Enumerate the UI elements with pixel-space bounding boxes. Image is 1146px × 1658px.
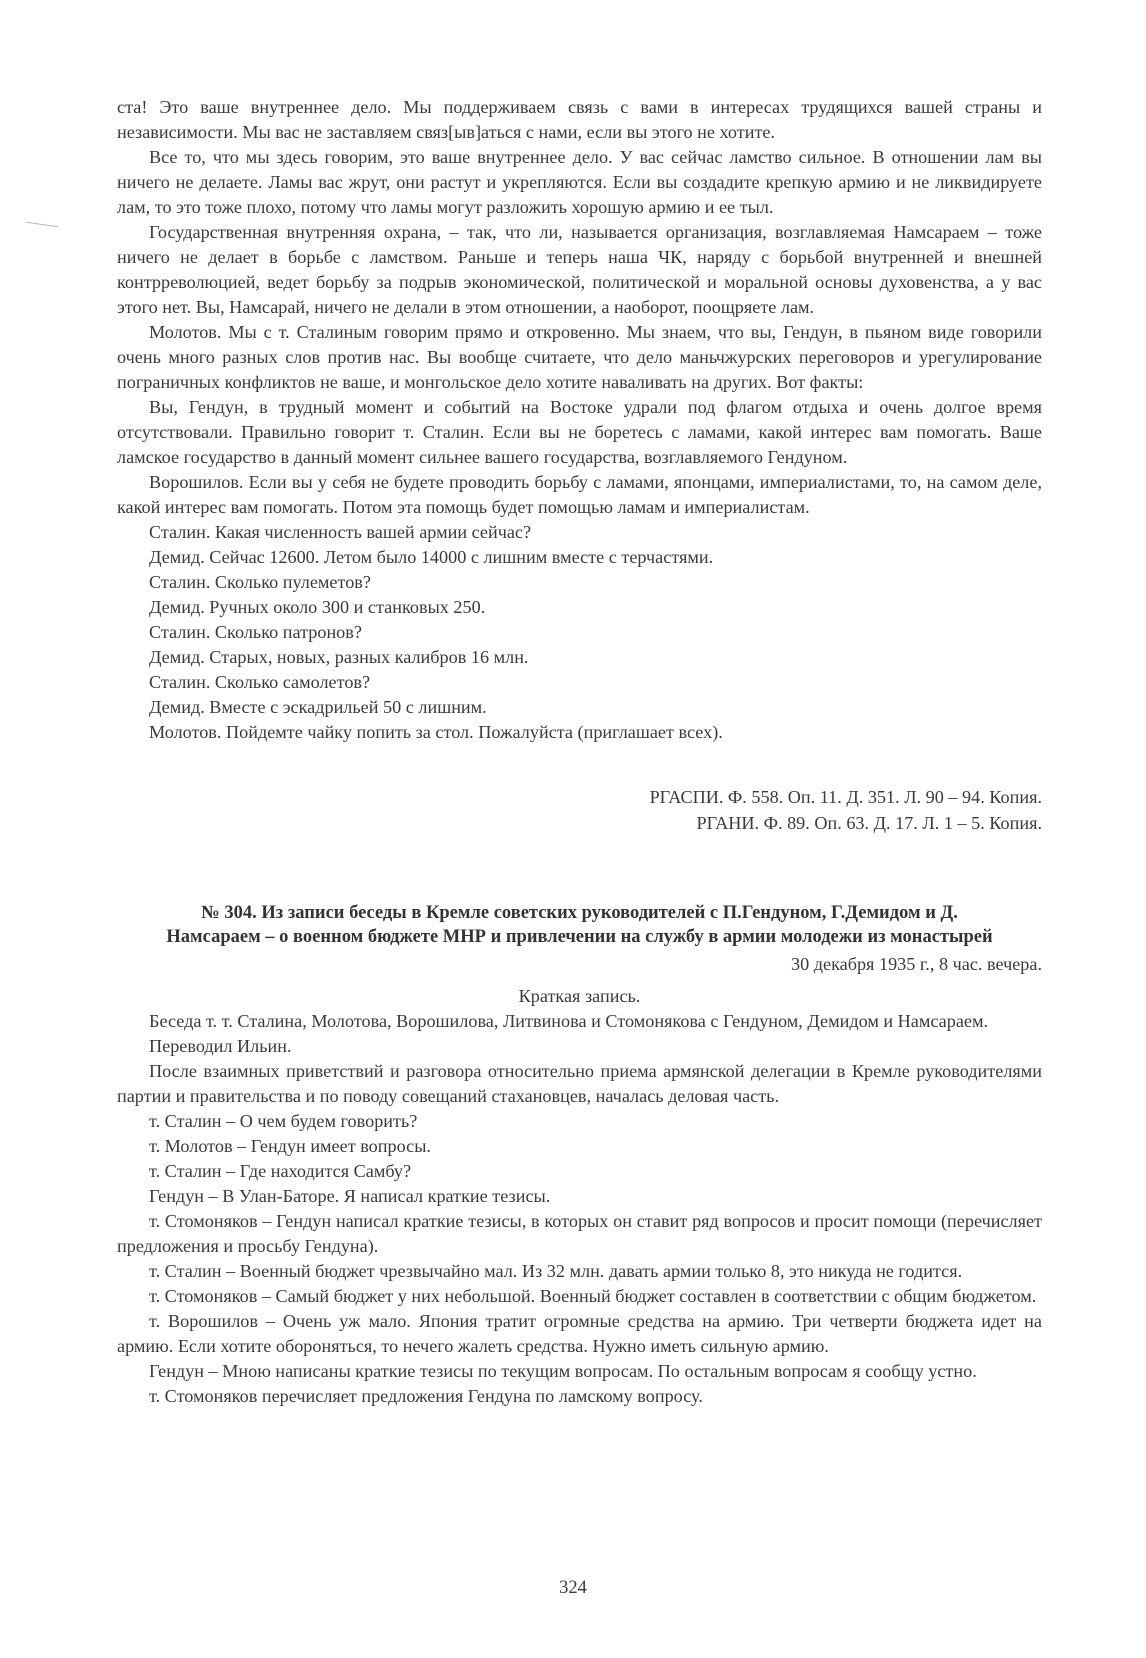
dialogue-line: т. Стомоняков – Самый бюджет у них небольшой. Военный бюджет составлен в соответствии с общим бюджетом. xyxy=(149,1286,1037,1306)
paragraph: Вы, Гендун, в трудный момент и событий на Востоке удрали под флагом отдыха и очень долгое время отсутствовали. Правильно говорит т. Сталин. Если вы не боретесь с ламами, какой интерес вам помогать. Ваше ламское государство в данный момент сильнее вашего государства, возглавляемого Гендуном. xyxy=(117,397,1042,467)
paragraph: ста! Это ваше внутреннее дело. Мы поддерживаем связь с вами в интересах трудящихся вашей страны и независимости. Мы вас не заставляем связ[ыв]аться с нами, если вы этого не хотите. xyxy=(117,97,1042,142)
dialogue-line: Сталин. Сколько патронов? xyxy=(149,622,362,642)
dialogue-line: Сталин. Какая численность вашей армии сейчас? xyxy=(149,522,532,542)
dialogue-line: Гендун – В Улан-Баторе. Я написал краткие тезисы. xyxy=(149,1186,551,1206)
dialogue-line: Сталин. Сколько пулеметов? xyxy=(149,572,371,592)
dialogue-line: т. Ворошилов – Очень уж мало. Япония тратит огромные средства на армию. Три четверти бюджета идет на армию. Если хотите обороняться, то нечего жалеть средства. Нужно иметь сильную армию. xyxy=(117,1311,1042,1356)
dialogue-line: Демид. Ручных около 300 и станковых 250. xyxy=(149,597,486,617)
dialogue-line: т. Сталин – О чем будем говорить? xyxy=(149,1111,418,1131)
dialogue-line: Демид. Сейчас 12600. Летом было 14000 с лишним вместе с терчастями. xyxy=(149,547,714,567)
paragraph: Беседа т. т. Сталина, Молотова, Ворошилова, Литвинова и Стомонякова с Гендуном, Демидом и Намсараем. xyxy=(149,1011,989,1031)
dialogue-line: т. Сталин – Военный бюджет чрезвычайно мал. Из 32 млн. давать армии только 8, это никуда не годится. xyxy=(149,1261,963,1281)
page-number: 324 xyxy=(559,1578,587,1598)
document-page xyxy=(117,95,1042,1409)
dialogue-line: Демид. Вместе с эскадрильей 50 с лишним. xyxy=(149,697,487,717)
paragraph: Государственная внутренняя охрана, – так, что ли, называется организация, возглавляемая Намсараем – тоже ничего не делает в борьбе с ламством. Раньше и теперь наша ЧК, наряду с борьбой внутренней и внешней контрреволюцией, ведет борьбу за подрыв экономической, политической и моральной основы духовенства, а у вас этого нет. Вы, Намсарай, ничего не делали в этом отношении, а наоборот, поощряете лам. xyxy=(117,222,1042,317)
paragraph: Переводил Ильин. xyxy=(149,1036,292,1056)
paragraph: Молотов. Мы с т. Сталиным говорим прямо и откровенно. Мы знаем, что вы, Гендун, в пьяном виде говорили очень много разных слов против нас. Вы вообще считаете, что дело маньчжурских переговоров и урегулирование пограничных конфликтов не ваше, и монгольское дело хотите наваливать на других. Вот факты: xyxy=(117,322,1042,392)
document-title: № 304. Из записи беседы в Кремле советских руководителей с П.Гендуном, Г.Демидом и Д. Намсараем – о военном бюджете МНР и привлечении на службу в армии молодежи из монастырей xyxy=(166,903,993,947)
scan-margin-mark xyxy=(26,222,58,227)
dialogue-line: т. Стомоняков – Гендун написал краткие тезисы, в которых он ставит ряд вопросов и просит помощи (перечисляет предложения и просьбу Гендуна). xyxy=(117,1211,1042,1256)
document-date: 30 декабря 1935 г., 8 час. вечера. xyxy=(791,954,1042,974)
document-kind: Краткая запись. xyxy=(518,986,641,1006)
continuation-section xyxy=(117,95,1042,836)
paragraph: После взаимных приветствий и разговора относительно приема армянской делегации в Кремле руководителями партии и правительства и по поводу совещаний стахановцев, началась деловая часть. xyxy=(117,1061,1042,1106)
dialogue-line: т. Молотов – Гендун имеет вопросы. xyxy=(149,1136,431,1156)
dialogue-line: Сталин. Сколько самолетов? xyxy=(149,672,371,692)
paragraph: Ворошилов. Если вы у себя не будете проводить борьбу с ламами, японцами, империалистами, то, на самом деле, какой интерес вам помогать. Потом эта помощь будет помощью ламам и империалистам. xyxy=(117,472,1042,517)
archive-source: РГАНИ. Ф. 89. Оп. 63. Д. 17. Л. 1 – 5. Копия. xyxy=(696,812,1042,833)
document-304-section xyxy=(117,901,1042,1409)
dialogue-line: Гендун – Мною написаны краткие тезисы по текущим вопросам. По остальным вопросам я сообщу устно. xyxy=(149,1361,977,1381)
dialogue-line: т. Стомоняков перечисляет предложения Гендуна по ламскому вопросу. xyxy=(149,1386,703,1406)
dialogue-line: т. Сталин – Где находится Самбу? xyxy=(149,1161,412,1181)
archive-sources xyxy=(117,785,1042,836)
dialogue-line: Молотов. Пойдемте чайку попить за стол. Пожалуйста (приглашает всех). xyxy=(149,722,723,742)
archive-source: РГАСПИ. Ф. 558. Оп. 11. Д. 351. Л. 90 – 94. Копия. xyxy=(649,787,1042,807)
paragraph: Все то, что мы здесь говорим, это ваше внутреннее дело. У вас сейчас ламство сильное. В отношении лам вы ничего не делаете. Ламы вас жрут, они растут и укрепляются. Если вы создадите крепкую армию и не ликвидируете лам, то это тоже плохо, потому что ламы могут разложить хорошую армию и ее тыл. xyxy=(117,147,1042,217)
dialogue-line: Демид. Старых, новых, разных калибров 16 млн. xyxy=(149,647,529,667)
